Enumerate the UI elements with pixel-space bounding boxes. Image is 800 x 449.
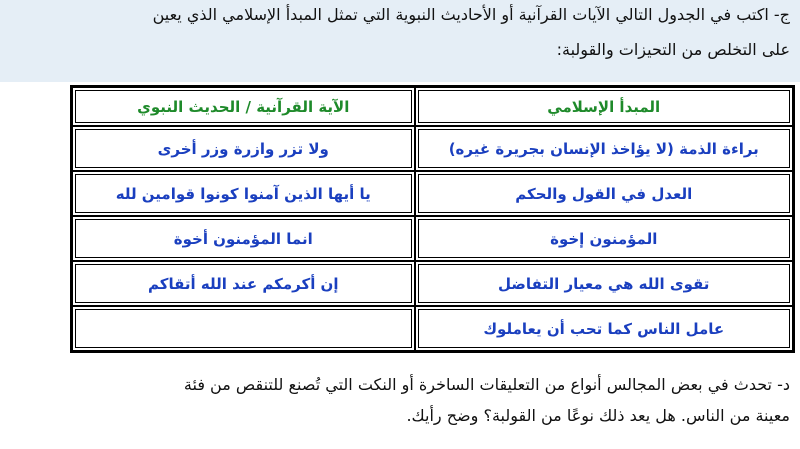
question-c-line-2: على التخلص من التحيزات والقولبة: (556, 40, 790, 59)
principle-cell: المؤمنون إخوة (415, 216, 794, 261)
question-d-line-2: معينة من الناس. هل يعد ذلك نوعًا من القولبة؟ وضح رأيك. (406, 406, 790, 425)
table-header-row (72, 87, 793, 126)
table-row (72, 216, 793, 261)
verse-cell[interactable]: ولا تزر وازرة وزر أخرى (72, 126, 415, 171)
principle-cell: براءة الذمة (لا يؤاخذ الإنسان بجريرة غيره) (415, 126, 794, 171)
question-d-line-1: د- تحدث في بعض المجالس أنواع من التعليقات الساخرة أو النكت التي تُصنع للتنقص من فئة (183, 375, 790, 394)
header-principle: المبدأ الإسلامي (415, 87, 794, 126)
question-c-line-1: ج- اكتب في الجدول التالي الآيات القرآنية أو الأحاديث النبوية التي تمثل المبدأ الإسلامي الذي يعين (152, 5, 790, 24)
verse-cell[interactable]: انما المؤمنون أخوة (72, 216, 415, 261)
principle-cell: العدل في القول والحكم (415, 171, 794, 216)
table-row (72, 261, 793, 306)
table-row (72, 306, 793, 351)
principles-table (70, 85, 795, 353)
verse-cell[interactable]: يا أيها الذين آمنوا كونوا قوامين لله (72, 171, 415, 216)
verse-cell[interactable]: إن أكرمكم عند الله أتقاكم (72, 261, 415, 306)
table-row (72, 171, 793, 216)
header-verse-hadith: الآية القرآنية / الحديث النبوي (72, 87, 415, 126)
principle-cell: تقوى الله هي معيار التفاضل (415, 261, 794, 306)
table-row (72, 126, 793, 171)
principle-cell: عامل الناس كما تحب أن يعاملوك (415, 306, 794, 351)
verse-cell-empty[interactable] (72, 306, 415, 351)
